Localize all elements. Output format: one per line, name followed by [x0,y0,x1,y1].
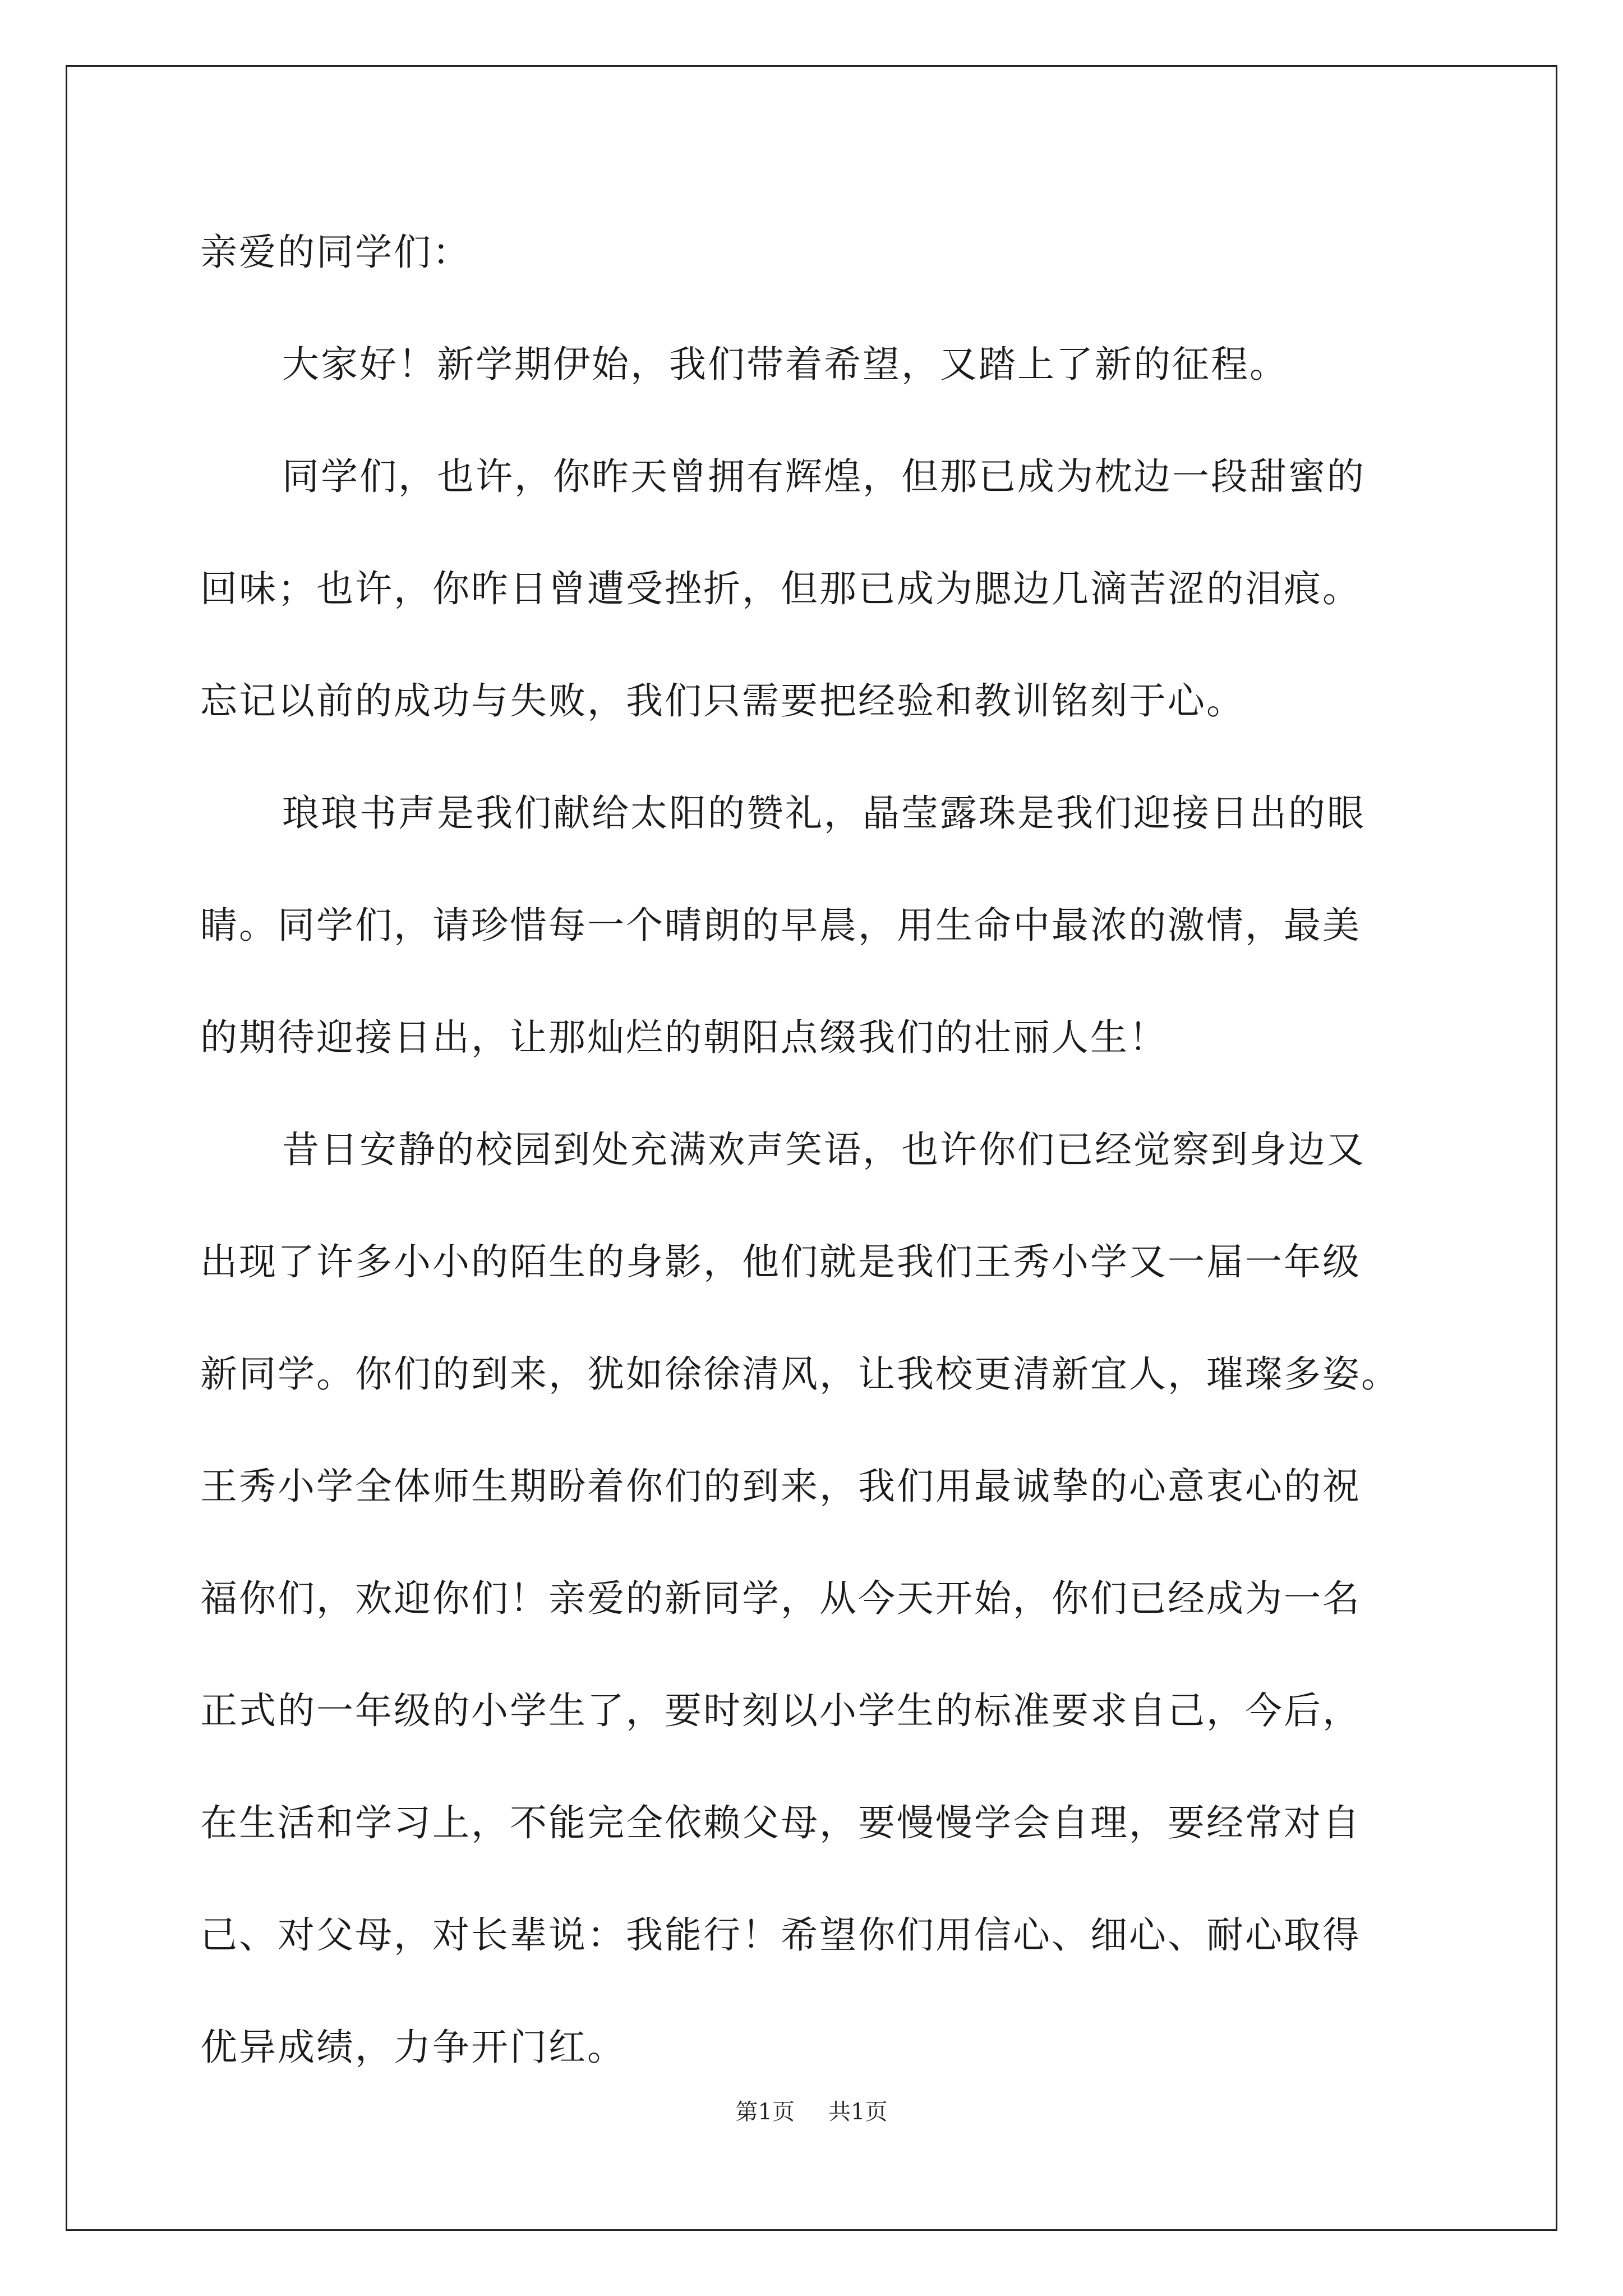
paragraph-4-line-4: 王秀小学全体师生期盼着你们的到来，我们用最诚挚的心意衷心的祝 [200,1465,1361,1508]
paragraph-4-line-6: 正式的一年级的小学生了，要时刻以小学生的标准要求自己，今后， [200,1689,1361,1732]
paragraph-4-line-1: 昔日安静的校园到处充满欢声笑语，也许你们已经觉察到身边又 [282,1128,1366,1171]
paragraph-4-line-2: 出现了许多小小的陌生的身影，他们就是我们王秀小学又一届一年级 [200,1240,1361,1283]
page-footer [0,2095,1623,2129]
paragraph-4-line-3: 新同学。你们的到来，犹如徐徐清风，让我校更清新宜人，璀璨多姿。 [200,1352,1400,1396]
paragraph-4-line-9: 优异成绩，力争开门红。 [200,2026,626,2069]
paragraph-4-line-5: 福你们，欢迎你们！亲爱的新同学，从今天开始，你们已经成为一名 [200,1577,1361,1620]
paragraph-3-line-3: 的期待迎接日出，让那灿烂的朝阳点缀我们的壮丽人生！ [200,1016,1168,1059]
page-number-current: 第1页 [735,2099,795,2125]
paragraph-2-line-1: 同学们，也许，你昨天曾拥有辉煌，但那已成为枕边一段甜蜜的 [282,455,1366,498]
paragraph-3-line-1: 琅琅书声是我们献给太阳的赞礼，晶莹露珠是我们迎接日出的眼 [282,792,1366,835]
paragraph-1-line-1: 大家好！新学期伊始，我们带着希望，又踏上了新的征程。 [282,343,1288,386]
salutation-line: 亲爱的同学们： [200,231,471,274]
paragraph-4-line-8: 己、对父母，对长辈说：我能行！希望你们用信心、细心、耐心取得 [200,1913,1361,1957]
page-number-total: 共1页 [828,2099,888,2125]
paragraph-2-line-3: 忘记以前的成功与失败，我们只需要把经验和教训铭刻于心。 [200,679,1245,723]
paragraph-2-line-2: 回味；也许，你昨日曾遭受挫折，但那已成为腮边几滴苦涩的泪痕。 [200,567,1361,610]
paragraph-4-line-7: 在生活和学习上，不能完全依赖父母，要慢慢学会自理，要经常对自 [200,1801,1361,1844]
paragraph-3-line-2: 睛。同学们，请珍惜每一个晴朗的早晨，用生命中最浓的激情，最美 [200,904,1361,947]
